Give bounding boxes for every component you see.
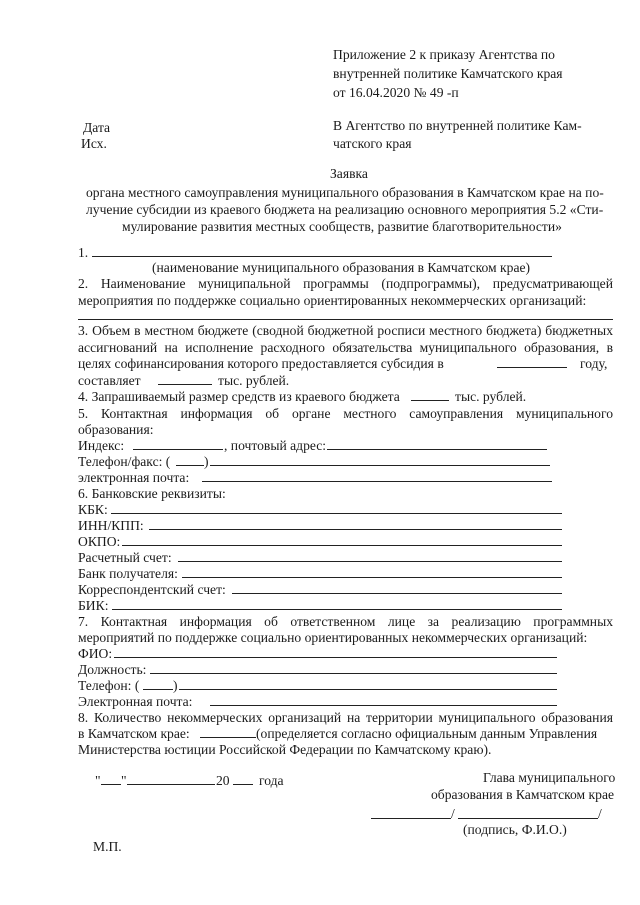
postal-address-label: , почтовый адрес:	[224, 438, 327, 453]
annex-line-1: Приложение 2 к приказу Агентства по	[333, 47, 555, 62]
item-1-caption: (наименование муниципального образования в Камчатском крае)	[152, 260, 531, 275]
item-3-line-4a: составляет	[78, 373, 141, 388]
corr-account-label: Корреспондентский счет:	[78, 582, 226, 597]
item-8-line-2b: (определяется согласно официальным данным Управления	[256, 726, 598, 741]
item-3-line-4b: тыс. рублей.	[218, 373, 290, 388]
okpo-label: ОКПО:	[78, 534, 121, 549]
title-line-3: мулирование развития местных сообществ, развитие благотворительности»	[122, 219, 562, 234]
phone-fax-label: Телефон/факс: (	[78, 454, 171, 469]
item-3-line-3a: целях софинансирования которого предоставляется субсидия в	[78, 356, 444, 371]
program-name-field[interactable]	[78, 319, 613, 320]
item-4-label: 4. Запрашиваемый размер средств из краевого бюджета	[78, 389, 400, 404]
year-prefix: 20	[216, 773, 230, 788]
bank-field[interactable]	[182, 577, 562, 578]
item-7-line-1: 7. Контактная информация об ответственном лице за реализацию программных	[78, 614, 613, 629]
email2-label: Электронная почта:	[78, 694, 193, 709]
email-label: электронная почта:	[78, 470, 190, 485]
account-field[interactable]	[178, 561, 562, 562]
item-8-line-1: 8. Количество некоммерческих организаций на территории муниципального образования	[78, 710, 613, 725]
ref-label: Исх.	[81, 136, 107, 151]
item-5-line-1: 5. Контактная информация об органе местного самоуправления муниципального	[78, 406, 613, 421]
item-8-line-2a: в Камчатском крае:	[78, 726, 190, 741]
year-field[interactable]	[233, 784, 253, 785]
item-1-number: 1.	[78, 245, 89, 260]
item-3-line-2: ассигнований на исполнение расходного обязательства муниципального образования, в	[78, 340, 613, 355]
phone-code-field[interactable]	[143, 689, 173, 690]
item-7-line-2: мероприятий по поддержке социально ориентированных некоммерческих организаций:	[78, 630, 588, 645]
nko-count-field[interactable]	[200, 737, 256, 738]
date-label: Дата	[83, 120, 111, 135]
fio-field[interactable]	[114, 657, 557, 658]
annex-line-3: от 16.04.2020 № 49 -п	[333, 85, 459, 100]
phone-fax-code-field[interactable]	[176, 465, 204, 466]
position-field[interactable]	[150, 673, 557, 674]
phone-field[interactable]	[179, 689, 557, 690]
position-label: Должность:	[78, 662, 147, 677]
item-3-line-1: 3. Объем в местном бюджете (сводной бюджетной росписи местного бюджета) бюджетных	[78, 323, 613, 338]
title-line-2: лучение субсидии из краевого бюджета на реализацию основного мероприятия 5.2 «Сти-	[86, 202, 604, 217]
phone-label: Телефон: (	[78, 678, 140, 693]
bik-field[interactable]	[112, 609, 562, 610]
item-8-line-3: Министерства юстиции Российской Федерации по Камчатскому краю).	[78, 742, 492, 757]
year-suffix: года	[259, 773, 284, 788]
item-4-unit: тыс. рублей.	[455, 389, 527, 404]
day-field[interactable]	[101, 784, 121, 785]
fio-label: ФИО:	[78, 646, 113, 661]
phone-paren: )	[173, 678, 178, 693]
item-6-heading: 6. Банковские реквизиты:	[78, 486, 226, 501]
okpo-field[interactable]	[122, 545, 562, 546]
slash-2: /	[598, 806, 602, 821]
index-field[interactable]	[133, 449, 223, 450]
phone-fax-field[interactable]	[210, 465, 550, 466]
postal-address-field[interactable]	[327, 449, 547, 450]
item-2-line-1: 2. Наименование муниципальной программы (подпрограммы), предусматривающей	[78, 276, 613, 291]
inn-kpp-field[interactable]	[149, 529, 562, 530]
head-title-line-1: Глава муниципального	[483, 770, 616, 785]
kbk-field[interactable]	[111, 513, 562, 514]
item-5-line-2: образования:	[78, 422, 154, 437]
date-quote-open: "	[95, 773, 101, 788]
stamp-place: М.П.	[93, 839, 122, 854]
item-3-line-3b: году,	[580, 356, 608, 371]
date-quote-close: "	[121, 773, 127, 788]
bik-label: БИК:	[78, 598, 109, 613]
title-line-1: органа местного самоуправления муниципального образования в Камчатском крае на по-	[86, 185, 604, 200]
corr-account-field[interactable]	[232, 593, 562, 594]
account-label: Расчетный счет:	[78, 550, 172, 565]
bank-label: Банк получателя:	[78, 566, 178, 581]
addressee-line-1: В Агентство по внутренней политике Кам-	[333, 118, 582, 133]
item-2-line-2: мероприятия по поддержке социально ориентированных некоммерческих организаций:	[78, 293, 587, 308]
email2-field[interactable]	[210, 705, 557, 706]
kbk-label: КБК:	[78, 502, 108, 517]
local-budget-amount-field[interactable]	[158, 384, 212, 385]
addressee-line-2: чатского края	[333, 136, 412, 151]
phone-fax-paren: )	[204, 454, 209, 469]
inn-kpp-label: ИНН/КПП:	[78, 518, 144, 533]
document-title: Заявка	[330, 166, 368, 181]
slash-1: /	[451, 806, 455, 821]
requested-amount-field[interactable]	[411, 400, 449, 401]
signature-field[interactable]	[371, 818, 451, 819]
signature-caption: (подпись, Ф.И.О.)	[463, 822, 567, 837]
month-field[interactable]	[127, 784, 215, 785]
full-name-field[interactable]	[458, 818, 598, 819]
index-label: Индекс:	[78, 438, 125, 453]
municipality-name-field[interactable]	[92, 256, 552, 257]
annex-line-2: внутренней политике Камчатского края	[333, 66, 563, 81]
subsidy-year-field[interactable]	[497, 367, 567, 368]
head-title-line-2: образования в Камчатском крае	[431, 787, 615, 802]
email-field[interactable]	[202, 481, 552, 482]
